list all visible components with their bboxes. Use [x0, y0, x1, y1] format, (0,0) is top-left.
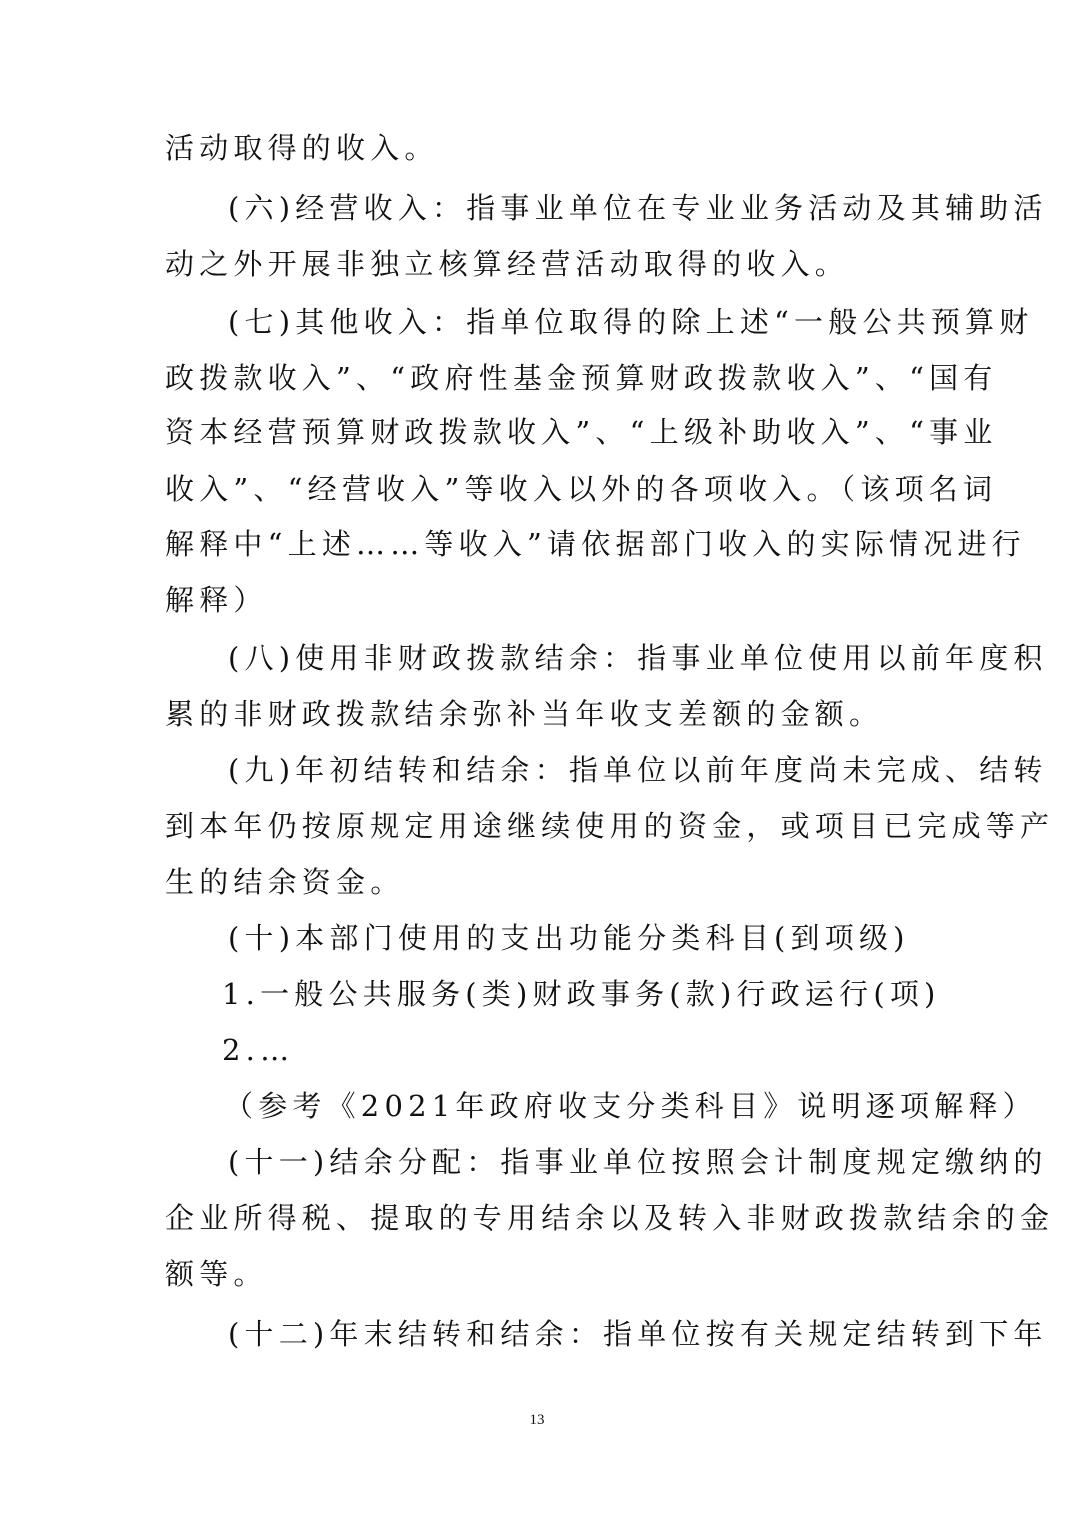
list-item-2: 2.…	[222, 1033, 295, 1067]
page-number: 13	[529, 1412, 545, 1428]
text-line: 解释中“上述……等收入”请依据部门收入的实际情况进行	[165, 527, 1026, 561]
text-line: 累的非财政拨款结余弥补当年收支差额的金额。	[165, 697, 884, 731]
paragraph-11-start: (十一)结余分配：指事业单位按照会计制度规定缴纳的	[228, 1145, 1048, 1179]
text-line: 活动取得的收入。	[165, 131, 439, 165]
text-line: 政拨款收入”、“政府性基金预算财政拨款收入”、“国有	[165, 361, 998, 395]
paragraph-12-start: (十二)年末结转和结余：指单位按有关规定结转到下年	[228, 1317, 1048, 1351]
paragraph-6-start: (六)经营收入：指事业单位在专业业务活动及其辅助活	[228, 191, 1048, 225]
text-line: 生的结余资金。	[165, 865, 405, 899]
reference-note: （参考《2021年政府收支分类科目》说明逐项解释）	[224, 1089, 1037, 1123]
paragraph-7-start: (七)其他收入：指单位取得的除上述“一般公共预算财	[228, 305, 1034, 339]
paragraph-8-start: (八)使用非财政拨款结余：指事业单位使用以前年度积	[228, 641, 1048, 675]
text-line: 到本年仍按原规定用途继续使用的资金，或项目已完成等产	[165, 809, 1055, 843]
text-line: 资本经营预算财政拨款收入”、“上级补助收入”、“事业	[165, 415, 998, 449]
text-line: 额等。	[165, 1257, 268, 1291]
text-line: 解释）	[165, 583, 268, 617]
text-line: 企业所得税、提取的专用结余以及转入非财政拨款结余的金	[165, 1201, 1055, 1235]
list-item-1: 1.一般公共服务(类)财政事务(款)行政运行(项)	[222, 977, 941, 1011]
paragraph-9-start: (九)年初结转和结余：指单位以前年度尚未完成、结转	[228, 753, 1048, 787]
text-line: 动之外开展非独立核算经营活动取得的收入。	[165, 247, 850, 281]
text-line: 收入”、“经营收入”等收入以外的各项收入。（该项名词	[165, 472, 998, 506]
paragraph-10-heading: (十)本部门使用的支出功能分类科目(到项级)	[228, 921, 910, 955]
